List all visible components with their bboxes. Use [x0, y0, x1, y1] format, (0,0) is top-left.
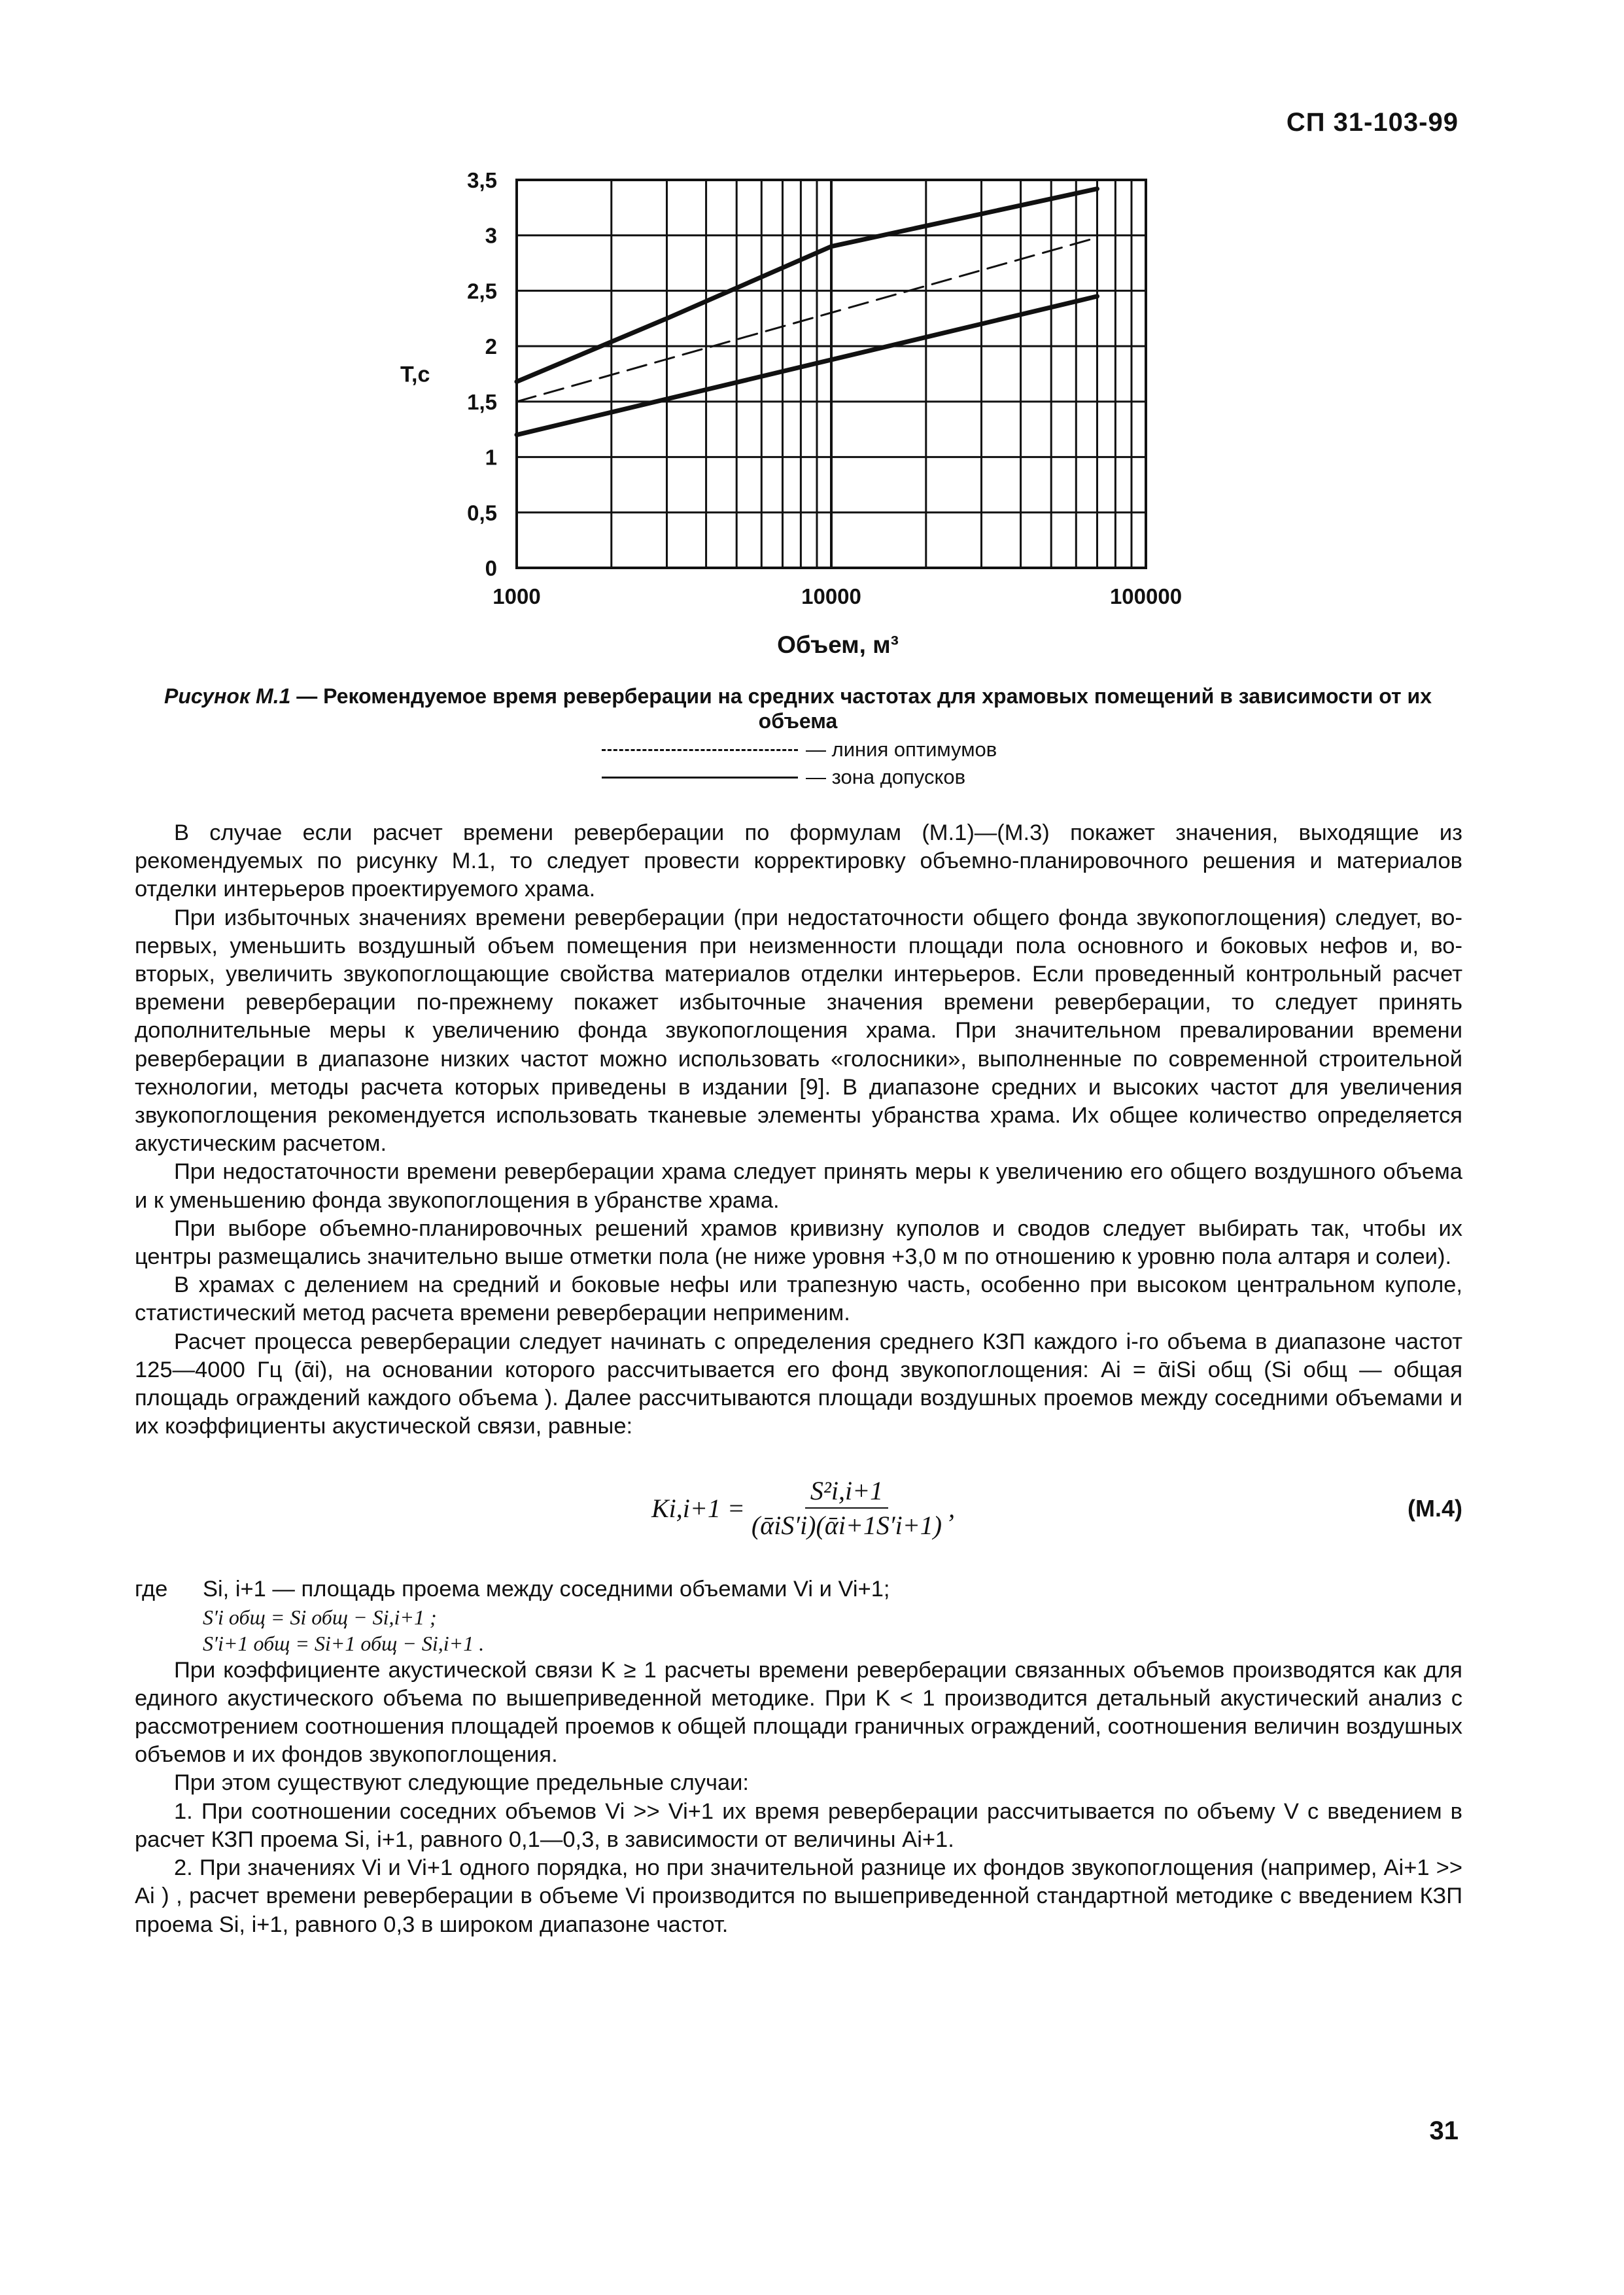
paragraph: При выборе объемно-планировочных решений храмов кривизну куполов и сводов следует выбирать так, чтобы их центры размещались значительно выше отметки пола (не ниже уровня +3,0 м по отношению к уровню пола алтаря и солеи).	[135, 1216, 1462, 1270]
legend-label-tolerance: — зона допусков	[806, 765, 966, 788]
tolerance-lower-line	[517, 296, 1097, 435]
y-tick-label: 1	[485, 445, 497, 470]
body-text	[135, 819, 1462, 1939]
paragraph: В случае если расчет времени реверберации по формулам (М.1)—(М.3) покажет значения, выходящие из рекомендуемых по рисунку М.1, то следует провести корректировку объемно-планировочного решения и материалов отделки интерьеров проектируемого храма.	[135, 820, 1462, 902]
x-axis-label: Объем, м³	[777, 631, 899, 658]
y-axis-label: T,c	[400, 362, 430, 387]
x-tick-label: 1000	[492, 584, 541, 608]
legend-label-optimum: — линия оптимумов	[806, 738, 997, 761]
formula-definitions	[135, 1575, 1462, 1656]
dashed-line-sample	[602, 749, 798, 751]
optimum-line	[517, 237, 1097, 402]
figure-label: Рисунок М.1	[164, 684, 291, 708]
definition-line: Si, i+1 — площадь проема между соседними объемами Vi и Vi+1;	[203, 1577, 890, 1602]
x-tick-label: 100000	[1109, 584, 1183, 608]
chart-legend	[602, 736, 997, 791]
document-code: СП 31-103-99	[1286, 108, 1459, 137]
formula-tail: ,	[948, 1493, 956, 1523]
paragraph: При недостаточности времени реверберации храма следует принять меры к увеличению его общего воздушного объема и к уменьшению фонда звукопоглощения в убранстве храма.	[135, 1159, 1462, 1213]
y-tick-label: 0	[485, 556, 497, 580]
formula-fraction	[752, 1477, 942, 1539]
y-tick-label: 3,5	[467, 168, 497, 192]
paragraph: При коэффициенте акустической связи K ≥ 1 расчеты времени реверберации связанных объемов производятся как для единого акустического объема по вышеприведенной методике. При K < 1 производится детальный акустический анализ с рассмотрением соотношения площадей проемов к общей площади граничных ограждений, соотношения величин воздушных объемов и их фондов звукопоглощения.	[135, 1657, 1462, 1768]
y-tick-label: 1,5	[467, 389, 497, 414]
paragraph: При этом существуют следующие предельные случаи:	[174, 1770, 749, 1796]
reverberation-chart	[0, 0, 1624, 680]
formula-denominator: (ᾱiS′i)(ᾱi+1S′i+1)	[751, 1511, 942, 1541]
definition-line: S′i+1 общ = Si+1 общ − Si,i+1 .	[203, 1631, 485, 1655]
y-tick-label: 3	[485, 223, 497, 248]
y-tick-label: 2,5	[467, 279, 497, 304]
formula-numerator: S²i,i+1	[805, 1477, 888, 1509]
paragraph: Расчет процесса реверберации следует начинать с определения среднего КЗП каждого i-го объема в диапазоне частот 125—4000 Гц (ᾱi), на основании которого рассчитывается его фонд звукопоглощения: Ai = ᾱiSi общ (Si общ — общая площадь ограждений каждого объема ). Далее рассчитываются площади воздушных проемов между соседними объемами и их коэффициенты акустической связи, равные:	[135, 1329, 1462, 1439]
x-tick-label: 10000	[801, 584, 861, 608]
legend-item-optimum	[602, 736, 997, 763]
y-tick-label: 0,5	[467, 500, 497, 525]
formula-m4	[135, 1441, 1462, 1575]
y-tick-label: 2	[485, 334, 497, 359]
figure-caption-text: — Рекомендуемое время реверберации на средних частотах для храмовых помещений в зависимости от их объема	[290, 684, 1432, 733]
formula-lhs: Ki,i+1 =	[651, 1493, 745, 1523]
tolerance-upper-line	[517, 189, 1097, 382]
where-label: где	[135, 1577, 168, 1602]
formula-expression	[651, 1477, 955, 1539]
formula-number: (М.4)	[1408, 1494, 1462, 1522]
solid-line-sample	[602, 777, 798, 779]
definition-line: S′i общ = Si общ − Si,i+1 ;	[203, 1605, 437, 1629]
paragraph: При избыточных значениях времени реверберации (при недостаточности общего фонда звукопоглощения) следует, во-первых, уменьшить воздушный объем помещения при неизменности площади пола основного и боковых нефов и, во-вторых, увеличить звукопоглощающие свойства материалов отделки интерьеров. Если проведенный контрольный расчет времени реверберации по-прежнему покажет избыточные значения времени реверберации, то следует принять дополнительные меры к увеличению фонда звукопоглощения храма. При значительном превалировании времени реверберации в диапазоне низких частот можно использовать «голосники», выполненные по современной строительной технологии, методы расчета которых приведены в издании [9]. В диапазоне средних и высоких частот для увеличения звукопоглощения рекомендуется использовать тканевые элементы убранства храма. Их общее количество определяется акустическим расчетом.	[135, 905, 1462, 1157]
legend-item-tolerance	[602, 763, 997, 791]
paragraph: 2. При значениях Vi и Vi+1 одного порядка, но при значительной разнице их фондов звукопоглощения (например, Ai+1 >> Ai ) , расчет времени реверберации в объеме Vi производится по вышеприведенной стандартной методике с введением КЗП проема Si, i+1, равного 0,3 в широком диапазоне частот.	[135, 1855, 1462, 1937]
paragraph: В храмах с делением на средний и боковые нефы или трапезную часть, особенно при высоком центральном куполе, статистический метод расчета времени реверберации неприменим.	[135, 1272, 1462, 1326]
paragraph: 1. При соотношении соседних объемов Vi >> Vi+1 их время реверберации рассчитывается по объему V с введением в расчет КЗП проема Si, i+1, равного 0,1—0,3, в зависимости от величины Ai+1.	[135, 1798, 1462, 1852]
page-number: 31	[1429, 2116, 1459, 2145]
figure-caption	[137, 684, 1459, 733]
